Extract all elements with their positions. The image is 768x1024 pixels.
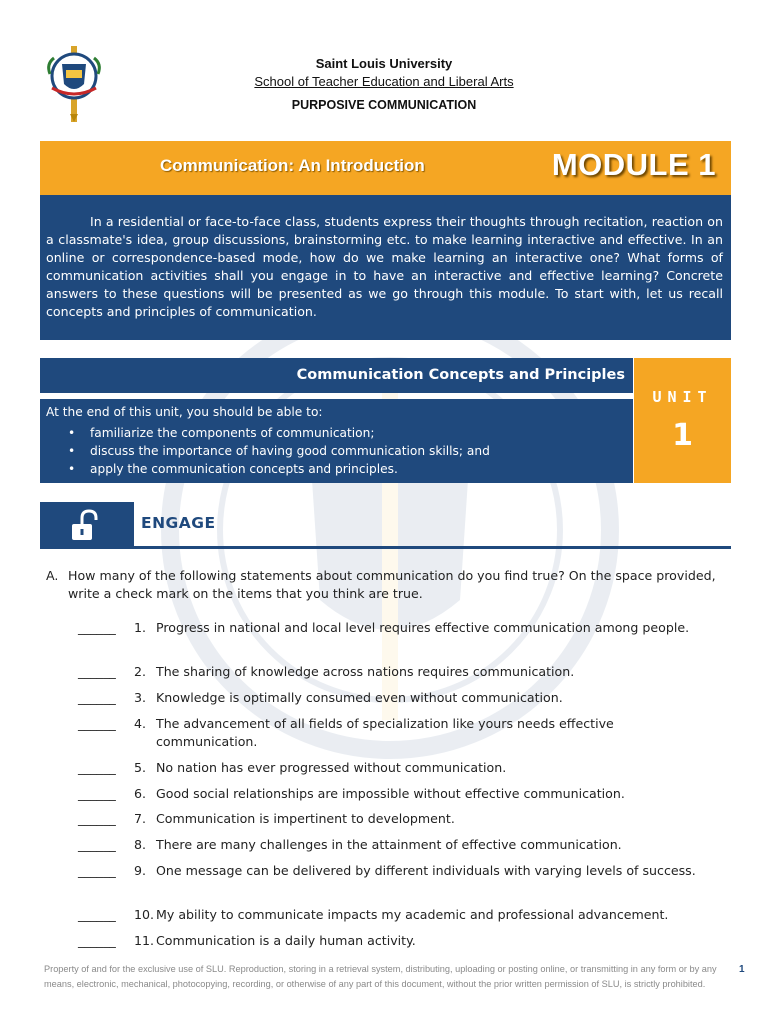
engage-title: ENGAGE: [141, 514, 216, 532]
answer-blank[interactable]: ______: [78, 933, 116, 948]
module-intro-box: [40, 195, 731, 340]
item-number: 7.: [134, 811, 147, 826]
answer-blank[interactable]: ______: [78, 664, 116, 679]
list-item: [78, 759, 718, 777]
item-text: Good social relationships are impossible without effective communication.: [156, 786, 625, 801]
answer-blank[interactable]: ______: [78, 863, 116, 878]
item-text: There are many challenges in the attainment of effective communication.: [156, 837, 622, 852]
module-number: MODULE 1: [551, 147, 716, 182]
engage-divider: [40, 546, 731, 549]
module-intro-text: In a residential or face-to-face class, students express their thoughts through recitation, reaction on a classmate's idea, group discussions, brainstorming etc. to make learning interactive and effective. In an online or correspondence-based mode, how do we make learning an interactive one? What forms of communication activities shall you engage in to have an interactive and effective learning? Concrete answers to these questions will be presented as we go through this module. To start with, let us recall concepts and principles of communication.: [46, 214, 723, 319]
list-item: [78, 932, 718, 950]
answer-blank[interactable]: ______: [78, 786, 116, 801]
copyright-footer: Property of and for the exclusive use of SLU. Reproduction, storing in a retrieval system, distributing, uploading or posting online, or transmitting in any form or by any means, electronic, mechanical, photocopying, recording, or otherwise of any part of this document, without the prior written permission of SLU, is strictly prohibited.: [44, 964, 717, 989]
list-item: [78, 810, 718, 828]
item-number: 11.: [134, 933, 155, 948]
answer-blank[interactable]: ______: [78, 620, 116, 635]
list-item: [78, 836, 718, 854]
page-number: 1: [739, 964, 745, 975]
item-number: 4.: [134, 716, 147, 731]
unit-label: UNIT: [652, 388, 713, 406]
list-item: [78, 663, 718, 681]
list-item: • discuss the importance of having good communication skills; and: [68, 442, 490, 460]
item-number: 10.: [134, 907, 155, 922]
item-number: 5.: [134, 760, 147, 775]
answer-blank[interactable]: ______: [78, 716, 116, 731]
unit-objectives-intro: At the end of this unit, you should be able to:: [46, 405, 323, 419]
item-text: The sharing of knowledge across nations requires communication.: [156, 664, 575, 679]
unit-badge: [634, 358, 731, 483]
course-title: PURPOSIVE COMMUNICATION: [291, 98, 477, 112]
item-number: 6.: [134, 786, 147, 801]
unlocked-padlock-icon: [68, 508, 102, 542]
unit-header: [40, 358, 633, 393]
unit-number: 1: [672, 418, 693, 453]
answer-blank[interactable]: ______: [78, 837, 116, 852]
item-text: Communication is a daily human activity.: [156, 933, 416, 948]
list-item: [78, 862, 718, 880]
list-item: [78, 785, 718, 803]
module-title: Communication: An Introduction: [160, 156, 425, 175]
item-text: The advancement of all fields of specialization like yours needs effective communication.: [156, 716, 614, 749]
list-item: [78, 619, 718, 637]
unit-title: Communication Concepts and Principles: [296, 367, 625, 383]
engage-icon-box: [40, 502, 134, 546]
list-item: • apply the communication concepts and principles.: [68, 460, 490, 478]
school-name: School of Teacher Education and Liberal Arts: [254, 74, 514, 89]
item-text: Knowledge is optimally consumed even without communication.: [156, 690, 563, 705]
unit-objectives-list: [68, 424, 490, 478]
item-number: 2.: [134, 664, 147, 679]
item-number: 9.: [134, 863, 147, 878]
item-number: 8.: [134, 837, 147, 852]
list-item: • familiarize the components of communication;: [68, 424, 490, 442]
answer-blank[interactable]: ______: [78, 811, 116, 826]
question-label: A.: [46, 568, 59, 583]
item-number: 3.: [134, 690, 147, 705]
question-text: How many of the following statements about communication do you find true? On the space provided, write a check mark on the items that you think are true.: [68, 568, 716, 601]
list-item: [78, 906, 718, 924]
item-text: Communication is impertinent to development.: [156, 811, 455, 826]
item-text: One message can be delivered by different individuals with varying levels of success.: [156, 863, 696, 878]
item-number: 1.: [134, 620, 147, 635]
item-text: My ability to communicate impacts my academic and professional advancement.: [156, 907, 669, 922]
item-text: Progress in national and local level requires effective communication among people.: [156, 620, 690, 635]
question-a: [46, 567, 716, 603]
answer-blank[interactable]: ______: [78, 907, 116, 922]
university-name: Saint Louis University: [315, 56, 453, 71]
item-text: No nation has ever progressed without communication.: [156, 760, 507, 775]
list-item: [78, 689, 718, 707]
list-item: [78, 715, 718, 751]
unit-objectives-box: [40, 399, 633, 483]
answer-blank[interactable]: ______: [78, 690, 116, 705]
answer-blank[interactable]: ______: [78, 760, 116, 775]
